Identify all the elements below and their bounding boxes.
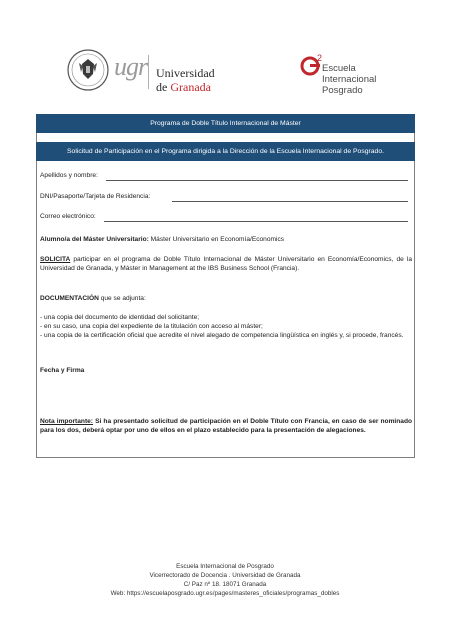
student-value: Máster Universitario en Economía/Economics	[150, 236, 285, 243]
surname-field[interactable]	[106, 180, 408, 181]
ugr-wordmark: ugr	[114, 52, 148, 81]
request-text: participar en el programa de Doble Título Internacional de Máster Universitario en Economía/Economics, de la Universidad de Granada, y Máster in Management at the IBS Business School (Francia).	[40, 256, 412, 272]
id-field[interactable]	[172, 201, 408, 202]
footer-web-link[interactable]: Web: https://escuelaposgrado.ugr.es/pages/masteres_oficiales/programas_dobles	[110, 590, 340, 597]
footer-line3: C/ Paz nº 18. 18071 Granada	[183, 581, 267, 588]
university-name-city: Granada	[170, 80, 211, 94]
form-title-band: Programa de Doble Título Internacional de Máster	[36, 114, 415, 133]
eip-name-line2: Internacional	[322, 74, 377, 85]
docs-text: que se adjunta:	[98, 295, 146, 302]
surname-label: Apellidos y nombre:	[40, 172, 98, 179]
request-paragraph	[40, 255, 412, 273]
doc-item: - una copia del documento de identidad del solicitante;	[40, 314, 200, 321]
student-label: Alumno/a del Máster Universitario:	[40, 236, 149, 243]
eip-name-line1: Escuela	[322, 63, 356, 74]
note-text: Si ha presentado solicitud de participación en el Doble Título con Francia, en caso de ser nominado para los dos, deberá optar por uno de ellos en el plazo establecido para la presentación de alegaciones.	[40, 418, 413, 434]
docs-label: DOCUMENTACIÓN	[40, 295, 99, 302]
form-box	[36, 114, 415, 458]
svg-text:2: 2	[317, 53, 323, 63]
doc-item: - una copia de la certificación oficial que acredite el nivel alegado de competencia lingüística en inglés y, si procede, francés.	[40, 332, 404, 339]
form-subtitle-band: Solicitud de Participación en el Programa dirigida a la Dirección de la Escuela Internacional de Posgrado.	[36, 142, 415, 161]
docs-list	[40, 313, 412, 340]
student-row	[40, 236, 284, 243]
ugr-crest-icon	[66, 48, 110, 92]
date-signature-label: Fecha y Firma	[40, 367, 85, 374]
eip-name-line3: Posgrado	[322, 85, 363, 96]
email-field[interactable]	[104, 221, 408, 222]
note-label: Nota importante:	[40, 418, 94, 425]
request-label: SOLICITA	[40, 256, 71, 263]
important-note	[40, 417, 412, 435]
email-label: Correo electrónico:	[40, 213, 96, 220]
university-name-prefix: de	[156, 80, 171, 94]
university-name-line2	[156, 80, 211, 95]
footer-line1: Escuela Internacional de Posgrado	[176, 563, 274, 570]
docs-heading	[40, 294, 412, 303]
id-label: DNI/Pasaporte/Tarjeta de Residencia:	[40, 193, 151, 200]
eip-name	[322, 63, 376, 96]
footer-line2: Vicerrectorado de Docencia . Universidad de Granada	[149, 572, 301, 579]
university-name-line1: Universidad	[156, 66, 215, 80]
doc-item: - en su caso, una copia del expediente de la titulación con acceso al máster;	[40, 323, 263, 330]
logo-divider	[148, 55, 149, 89]
